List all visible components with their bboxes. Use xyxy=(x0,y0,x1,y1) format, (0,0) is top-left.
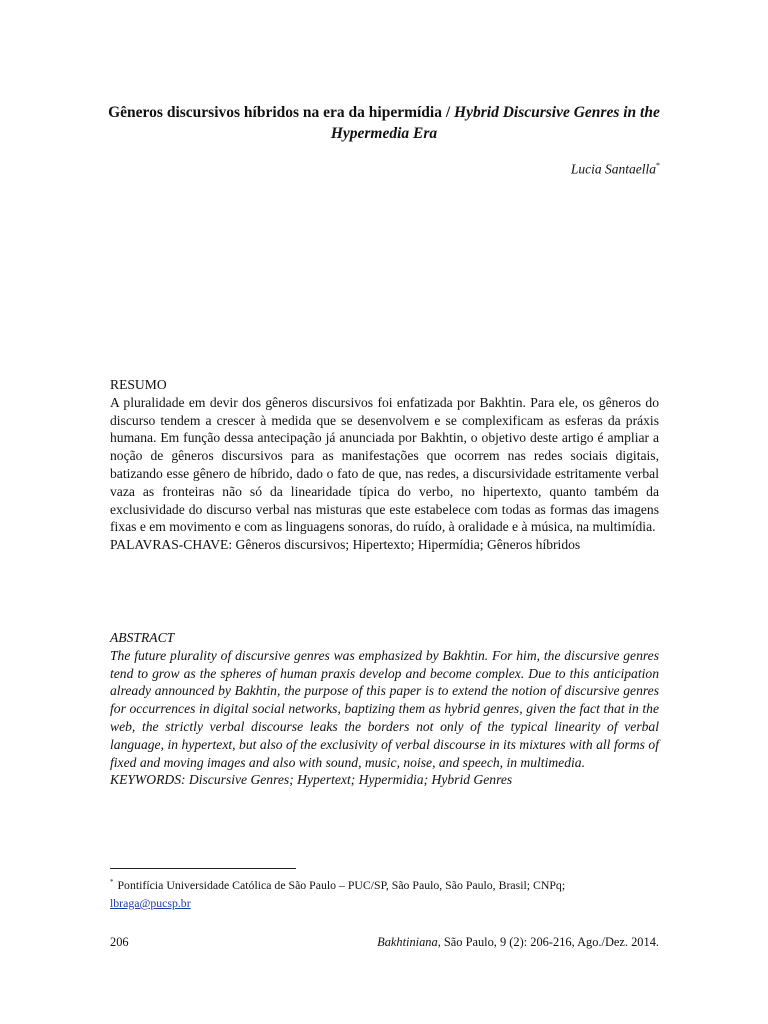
abstract-heading: ABSTRACT xyxy=(110,630,175,645)
article-title xyxy=(108,102,660,144)
citation-details: , São Paulo, 9 (2): 206-216, Ago./Dez. 2014. xyxy=(437,935,659,949)
author-line xyxy=(571,161,660,178)
abstract-keywords: KEYWORDS: Discursive Genres; Hypertext; Hypermidia; Hybrid Genres xyxy=(110,772,513,788)
title-portuguese: Gêneros discursivos híbridos na era da hipermídia / xyxy=(108,104,451,121)
author-name: Lucia Santaella xyxy=(570,161,656,177)
footnote-email-link[interactable]: lbraga@pucsp.br xyxy=(110,895,191,910)
palavras-chave: PALAVRAS-CHAVE: Gêneros discursivos; Hipertexto; Hipermídia; Gêneros híbridos xyxy=(110,537,581,553)
footnote-marker: * xyxy=(110,878,114,886)
page-number: 206 xyxy=(110,935,129,949)
author-footnote-marker: * xyxy=(656,161,660,170)
resumo-text: A pluralidade em devir dos gêneros discursivos foi enfatizada por Bakhtin. Para ele, os gêneros do discurso tendem a crescer à medida que se desenvolvem e se complexificam as esferas da práxis humana. Em função dessa antecipação já anunciada por Bakhtin, o objetivo deste artigo é ampliar a noção de gêneros discursivos para as manifestações que ocorrem nas redes sociais digitais, batizando esse gênero de híbrido, dado o fato de que, nas redes, a discursividade estritamente verbal vaza as fronteiras não só da linearidade típica do verbo, no hipertexto, quanto também da exclusividade do discurso verbal nas misturas que este estabelece com todas as formas das imagens fixas e em movimento e com as linguagens sonoras, do ruído, à oralidade e à música, na multimídia. xyxy=(110,394,659,535)
journal-name: Bakhtiniana xyxy=(377,935,438,949)
abstract-section xyxy=(110,629,659,789)
abstract-text: The future plurality of discursive genres was emphasized by Bakhtin. For him, the discursive genres tend to grow as the spheres of human praxis develop and become complex. Due to this anticipation already announced by Bakhtin, the purpose of this paper is to extend the notion of discursive genres for occurrences in digital social networks, baptizing them as hybrid genres, given the fact that in the web, the strictly verbal discourse leaks the borders not only of the typical linearity of verbal language, in hypertext, but also of the exclusivity of verbal discourse in its mixtures with all forms of fixed and moving images and also with sound, music, noise, and speech, in multimedia. xyxy=(110,647,659,770)
journal-citation xyxy=(377,935,659,950)
title-english: Hybrid Discursive Genres in the Hypermedia Era xyxy=(330,104,660,142)
footnote-divider xyxy=(110,868,296,869)
footnote xyxy=(110,873,659,912)
resumo-section xyxy=(110,376,659,554)
footnote-affiliation: Pontifícia Universidade Católica de São Paulo – PUC/SP, São Paulo, São Paulo, Brasil; CNPq; xyxy=(117,877,566,892)
resumo-heading: RESUMO xyxy=(110,377,167,392)
